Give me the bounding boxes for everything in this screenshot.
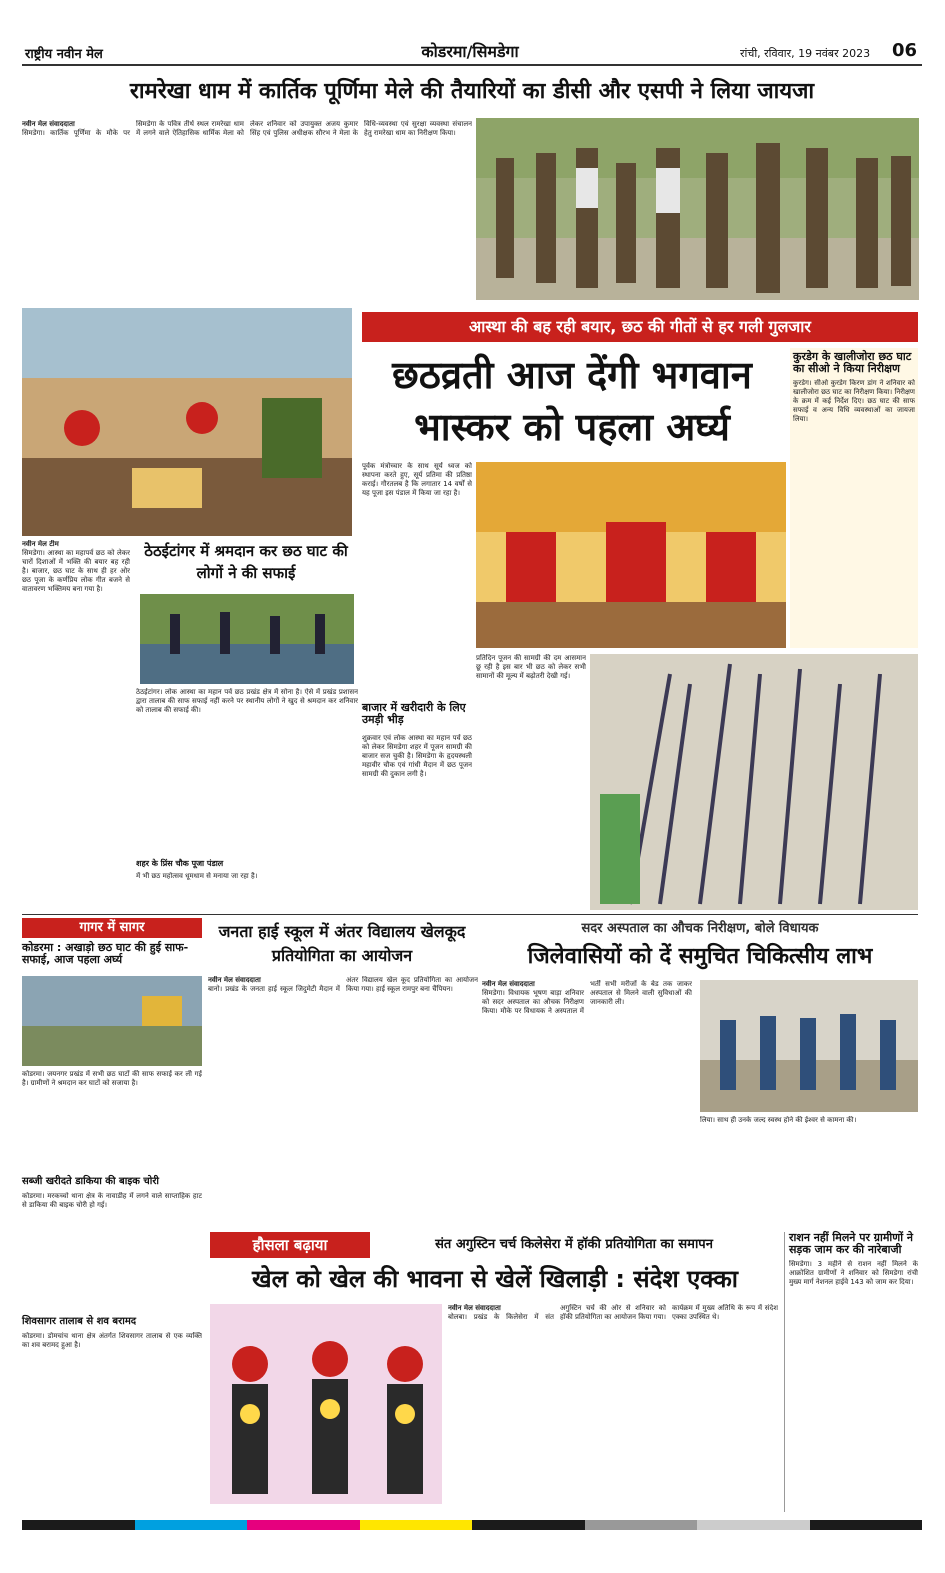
story7-headline: खेल को खेल की भावना से खेलें खिलाड़ी : संदेश एक्का bbox=[251, 1265, 739, 1293]
masthead-section: कोडरमा/सिमडेगा bbox=[421, 42, 519, 61]
masthead-dateline: रांची, रविवार, 19 नवंबर 2023 bbox=[740, 47, 871, 60]
story7-body bbox=[448, 1304, 778, 1512]
story6-kicker: सदर अस्पताल का औचक निरीक्षण, बोले विधायक bbox=[581, 921, 819, 936]
band-swatch bbox=[135, 1520, 248, 1530]
sidebar2-headline: राशन नहीं मिलने पर ग्रामीणों ने सड़क जाम कर की नारेबाजी bbox=[789, 1231, 913, 1256]
story2-kicker: आस्था की बह रही बयार, छठ की गीतों से हर गली गुलजार bbox=[362, 312, 918, 342]
band-swatch bbox=[247, 1520, 360, 1530]
story2-subhead: बाजार में खरीदारी के लिए उमड़ी भीड़ bbox=[362, 701, 466, 726]
story3-headline: ठेठईटांगर में श्रमदान कर छठ घाट की लोगों ने की सफाई bbox=[144, 542, 348, 582]
story4-banner: गागर में सागर bbox=[22, 918, 202, 938]
chhath-pandal-photo bbox=[476, 462, 786, 648]
chhath-market-photo bbox=[22, 308, 352, 536]
story6-photo bbox=[700, 980, 918, 1112]
page-number: 06 bbox=[892, 40, 918, 61]
story3-photo bbox=[140, 594, 354, 684]
sugarcane-market-photo bbox=[590, 654, 918, 910]
story5-text: बानो। प्रखंड के जनता हाई स्कूल जिदुमेटी मैदान में अंतर विद्यालय खेल कूद प्रतियोगिता का आयोजन किया गया। हाई स्कूल रामपुर बना चैंपियन। bbox=[208, 976, 478, 993]
story4-text: कोडरमा। जयनगर प्रखंड में सभी छठ घाटों की साफ सफाई कर ली गई है। ग्रामीणों ने श्रमदान कर घाटों को सजाया है। bbox=[22, 1070, 202, 1087]
band-swatch bbox=[697, 1520, 810, 1530]
story6-headline: जिलेवासियों को दें समुचित चिकित्सीय लाभ bbox=[527, 944, 873, 969]
story2-headline-1: छठव्रती आज देंगी भगवान bbox=[392, 353, 752, 397]
sidebar1-headline: कुरडेग के खालीजोरा छठ घाट का सीओ ने किया निरीक्षण bbox=[793, 350, 912, 375]
story7-text: बोलबा। प्रखंड के किलेसेरा में संत अगुस्टिन चर्च की ओर से शनिवार को हॉकी प्रतियोगिता का आयोजन किया गया। कार्यक्रम में मुख्य अतिथि के रूप में संदेश एक्का उपस्थित थे। bbox=[448, 1304, 778, 1321]
story3-sub-text: में भी छठ महोत्सव धूमधाम से मनाया जा रहा है। bbox=[136, 872, 258, 880]
story6-text: सिमडेगा। विधायक भूषण बाड़ा शनिवार को सदर अस्पताल का औचक निरीक्षण किया। मौके पर विधायक ने अस्पताल में भर्ती सभी मरीजों के बेड तक जाकर अस्पताल से मिलने वाली सुविधाओं की जानकारी ली। bbox=[482, 980, 692, 1015]
story4-headline: कोडरमा : अखाड़ो छठ घाट की हुई साफ-सफाई, आज पहला अर्घ्य bbox=[22, 941, 189, 966]
story2-headline-2: भास्कर को पहला अर्घ्य bbox=[414, 405, 730, 449]
story2-body bbox=[22, 540, 130, 910]
band-swatch bbox=[22, 1520, 135, 1530]
sidebar2-text: सिमडेगा। 3 महीने से राशन नहीं मिलने के आक्रोशित ग्रामीणों ने शनिवार को सिमडेगा रांची मुख्य मार्ग नेशनल हाईवे 143 को जाम कर दिया। bbox=[789, 1260, 918, 1286]
masthead-rule bbox=[22, 64, 922, 66]
band-swatch bbox=[472, 1520, 585, 1530]
story6-caption: लिया। साथ ही उनके जल्द स्वस्थ होने की ईश्वर से कामना की। bbox=[700, 1116, 857, 1124]
story5-headline: जनता हाई स्कूल में अंतर विद्यालय खेलकूद प्रतियोगिता का आयोजन bbox=[218, 922, 466, 965]
story4-sub2: शिवसागर तालाब से शव बरामद bbox=[22, 1316, 137, 1327]
story7-byline: नवीन मेल संवाददाता bbox=[448, 1304, 501, 1312]
sidebar1 bbox=[790, 348, 918, 648]
story6-body bbox=[482, 980, 692, 1226]
story4-sub1: सब्जी खरीदते डाकिया की बाइक चोरी bbox=[22, 1176, 160, 1187]
story6-byline: नवीन मेल संवाददाता bbox=[482, 980, 535, 988]
story4-sub2-text: कोडरमा। डोमचांच थाना क्षेत्र अंतर्गत शिवसागर तालाब से एक व्यक्ति का शव बरामद हुआ है। bbox=[22, 1332, 202, 1349]
band-swatch bbox=[360, 1520, 473, 1530]
band-swatch bbox=[810, 1520, 923, 1530]
masthead-paper: राष्ट्रीय नवीन मेल bbox=[25, 47, 103, 62]
story3-subhead: शहर के प्रिंस चौक पूजा पंडाल bbox=[136, 859, 224, 868]
story7-kicker: संत अगुस्टिन चर्च किलेसेरा में हॉकी प्रतियोगिता का समापन bbox=[435, 1237, 713, 1252]
story2-byline: नवीन मेल टीम bbox=[22, 540, 59, 548]
story1-headline: रामरेखा धाम में कार्तिक पूर्णिमा मेले की तैयारियों का डीसी और एसपी ने लिया जायजा bbox=[129, 79, 815, 104]
sidebar1-text: कुरडेग। सीओ कुरडेग किरण डांग ने शनिवार को खालीजोरा छठ घाट का निरीक्षण किया। निरीक्षण के क्रम में कई निर्देश दिए। छठ घाट की साफ सफाई व अन्य विधि व्यवस्थाओं का जायजा लिया। bbox=[793, 379, 915, 423]
story1-byline: नवीन मेल संवाददाता bbox=[22, 120, 75, 128]
story7-tag: हौसला बढ़ाया bbox=[210, 1232, 370, 1258]
story4-sub1-text: कोडरमा। मरकच्चो थाना क्षेत्र के नावाडीह में लगने वाले साप्ताहिक हाट से डाकिया की बाइक चोरी हो गई। bbox=[22, 1192, 202, 1209]
story5-byline: नवीन मेल संवाददाता bbox=[208, 976, 261, 984]
story2-text: सिमडेगा। आस्था का महापर्व छठ को लेकर चारों दिशाओं में भक्ति की बयार बह रही है। बाजार, छठ घाट के साथ ही हर ओर छठ पूजा के कर्णप्रिय लोक गीत बजने से वातावरण भक्तिमय बना गया है। bbox=[22, 549, 130, 593]
story1-photo bbox=[476, 118, 919, 300]
story4-photo bbox=[22, 976, 202, 1066]
band-swatch bbox=[585, 1520, 698, 1530]
story2-mid-text: पूर्वक मंत्रोच्चार के साथ सूर्य ध्वज को स्थापना करते हुए, सूर्य प्रतिमा की प्रतिष्ठा कराई। गौरतलब है कि लगातार 14 वर्षों से यह पूजा इस पंडाल में किया जा रहा है। bbox=[362, 462, 472, 497]
story3-text: ठेठईटांगर। लोक आस्था का महान पर्व छठ प्रखंड क्षेत्र में सोना है। ऐसे में प्रखंड प्रशासन द्वारा तालाब की साफ सफाई नहीं करने पर स्थानीय लोगों ने खुद से श्रमदान कर शनिवार को तालाब की सफाई की। bbox=[136, 688, 358, 714]
story2-sub-text: शुक्रवार एवं लोक आस्था का महान पर्व छठ को लेकर सिमडेगा शहर में पूजन सामग्री की बाजार सज चुकी है। सिमडेगा के हृदयस्थली महावीर चौक एवं गांधी मैदान में छठ पूजन सामग्री की दुकान लगी है। bbox=[362, 734, 472, 778]
story1-text: सिमडेगा। कार्तिक पूर्णिमा के मौके पर सिमडेगा के पवित्र तीर्थ स्थल रामरेखा धाम में लगने वाले ऐतिहासिक धार्मिक मेला को लेकर शनिवार को उपायुक्त अजय कुमार सिंह एवं पुलिस अधीक्षक सौरभ ने मेला के विधि-व्यवस्था एवं सुरक्षा व्यवस्था संचालन हेतु रामरेखा धाम का निरीक्षण किया। bbox=[22, 120, 472, 137]
divider-mid bbox=[22, 914, 918, 915]
story1-body bbox=[22, 120, 472, 300]
story7-photo bbox=[210, 1304, 442, 1504]
color-registration-band bbox=[22, 1520, 922, 1532]
sidebar2 bbox=[784, 1232, 918, 1512]
story2-col-text: प्रतिदिन पूजन की सामग्री की दम आसमान छू रही है इस बार भी छठ को लेकर सभी सामानों की मूल्य में बढ़ोतरी देखी गई। bbox=[476, 654, 586, 680]
story5-body bbox=[208, 976, 478, 1226]
